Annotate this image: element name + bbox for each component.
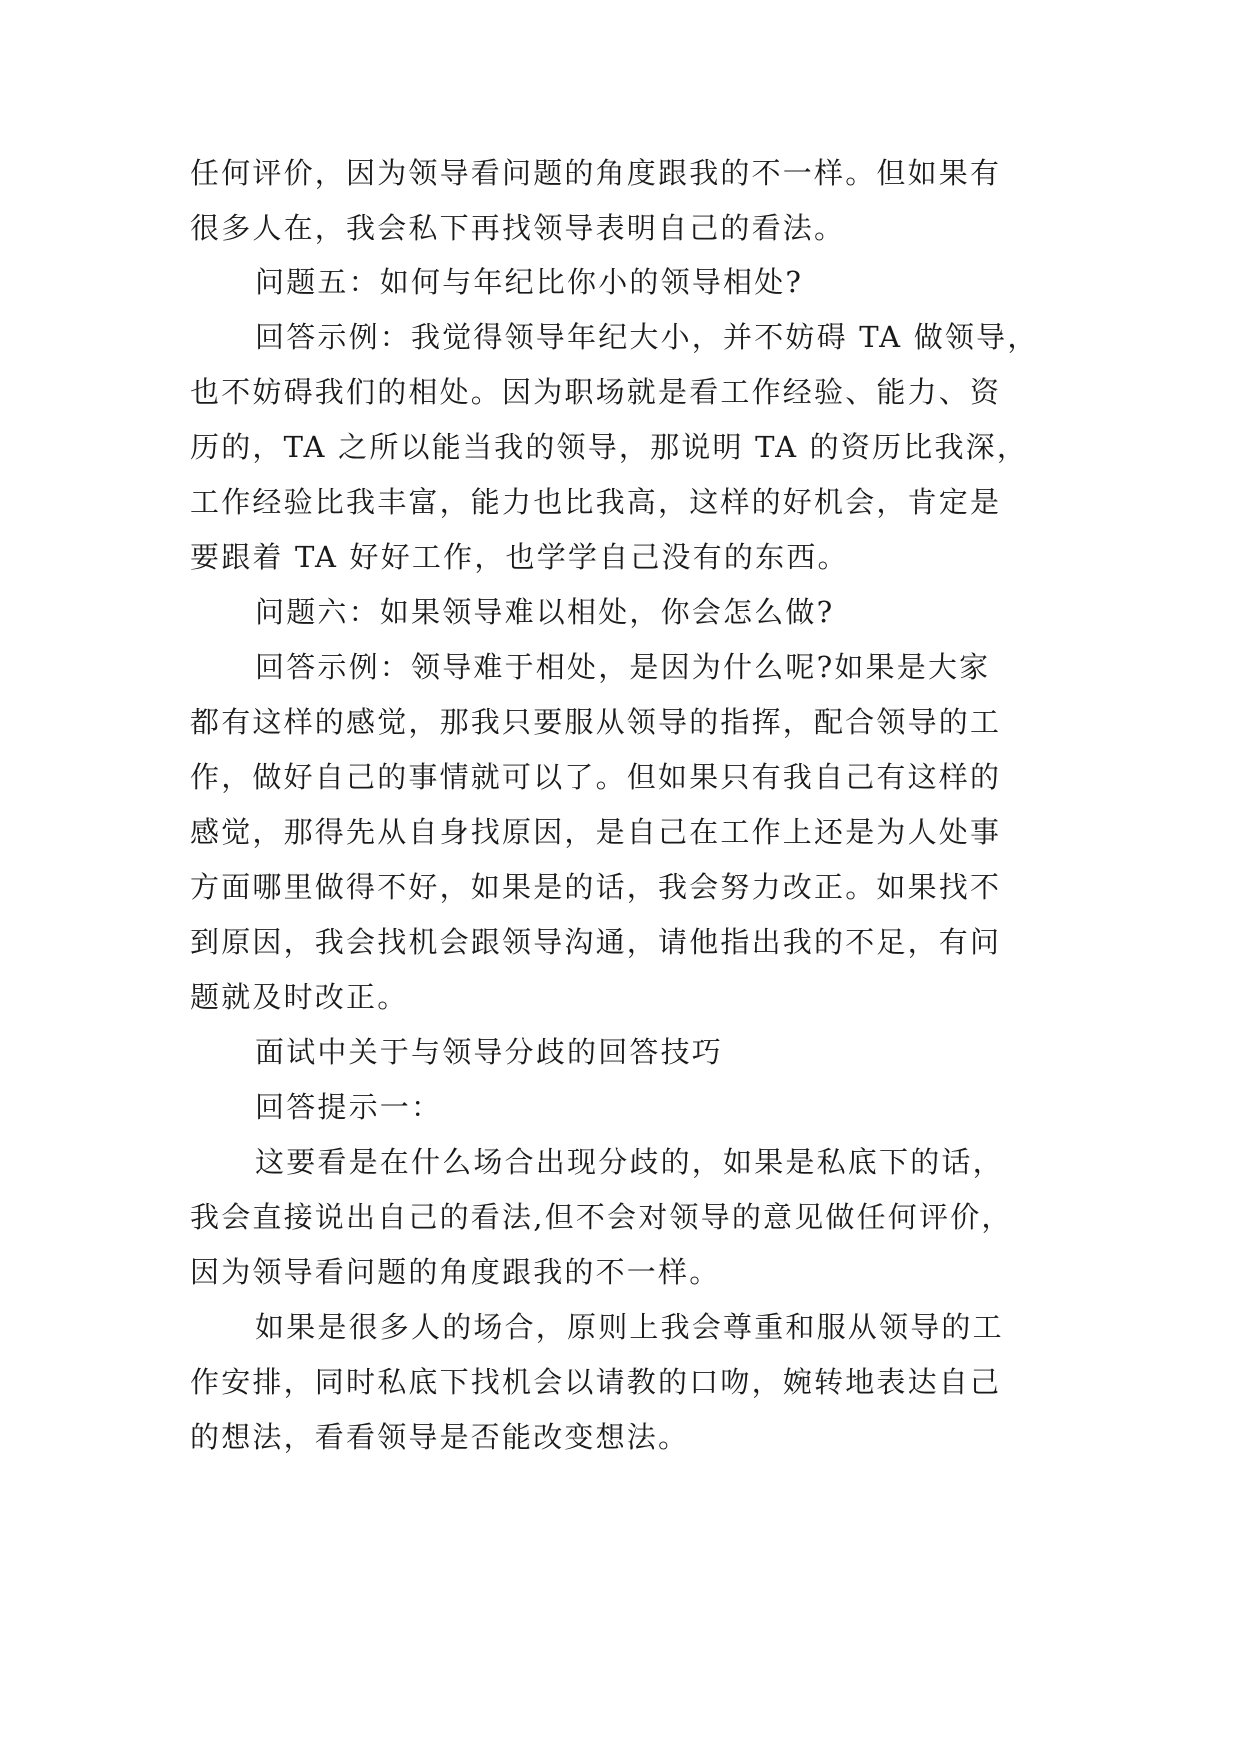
text-line: 作安排，同时私底下找机会以请教的口吻，婉转地表达自己 bbox=[190, 1365, 1002, 1399]
text-line: 很多人在，我会私下再找领导表明自己的看法。 bbox=[190, 211, 846, 245]
text-line: 这要看是在什么场合出现分歧的，如果是私底下的话， bbox=[255, 1145, 1004, 1179]
text-line: 如果是很多人的场合，原则上我会尊重和服从领导的工 bbox=[255, 1310, 1004, 1344]
text-line: 历的，TA 之所以能当我的领导，那说明 TA 的资历比我深， bbox=[190, 430, 1029, 464]
text-line: 题就及时改正。 bbox=[190, 980, 409, 1014]
text-line: 感觉，那得先从自身找原因，是自己在工作上还是为人处事 bbox=[190, 815, 1002, 849]
text-line: 方面哪里做得不好，如果是的话，我会努力改正。如果找不 bbox=[190, 870, 1002, 904]
text-line: 到原因，我会找机会跟领导沟通，请他指出我的不足，有问 bbox=[190, 925, 1002, 959]
hint-heading: 回答提示一： bbox=[255, 1090, 443, 1124]
text-line: 都有这样的感觉，那我只要服从领导的指挥，配合领导的工 bbox=[190, 705, 1002, 739]
text-line: 因为领导看问题的角度跟我的不一样。 bbox=[190, 1255, 721, 1289]
section-heading: 面试中关于与领导分歧的回答技巧 bbox=[255, 1035, 724, 1069]
question-heading: 问题六：如果领导难以相处，你会怎么做? bbox=[255, 595, 835, 629]
answer-line: 回答示例：我觉得领导年纪大小，并不妨碍 TA 做领导， bbox=[255, 320, 1039, 354]
text-line: 我会直接说出自己的看法,但不会对领导的意见做任何评价， bbox=[190, 1200, 1013, 1234]
text-line: 工作经验比我丰富，能力也比我高，这样的好机会，肯定是 bbox=[190, 485, 1002, 519]
question-heading: 问题五：如何与年纪比你小的领导相处? bbox=[255, 265, 804, 299]
answer-line: 回答示例：领导难于相处，是因为什么呢?如果是大家 bbox=[255, 650, 991, 684]
text-line: 的想法，看看领导是否能改变想法。 bbox=[190, 1420, 690, 1454]
text-line: 作，做好自己的事情就可以了。但如果只有我自己有这样的 bbox=[190, 760, 1002, 794]
text-line: 要跟着 TA 好好工作，也学学自己没有的东西。 bbox=[190, 540, 849, 574]
text-line: 也不妨碍我们的相处。因为职场就是看工作经验、能力、资 bbox=[190, 375, 1002, 409]
text-line: 任何评价，因为领导看问题的角度跟我的不一样。但如果有 bbox=[190, 156, 1002, 190]
